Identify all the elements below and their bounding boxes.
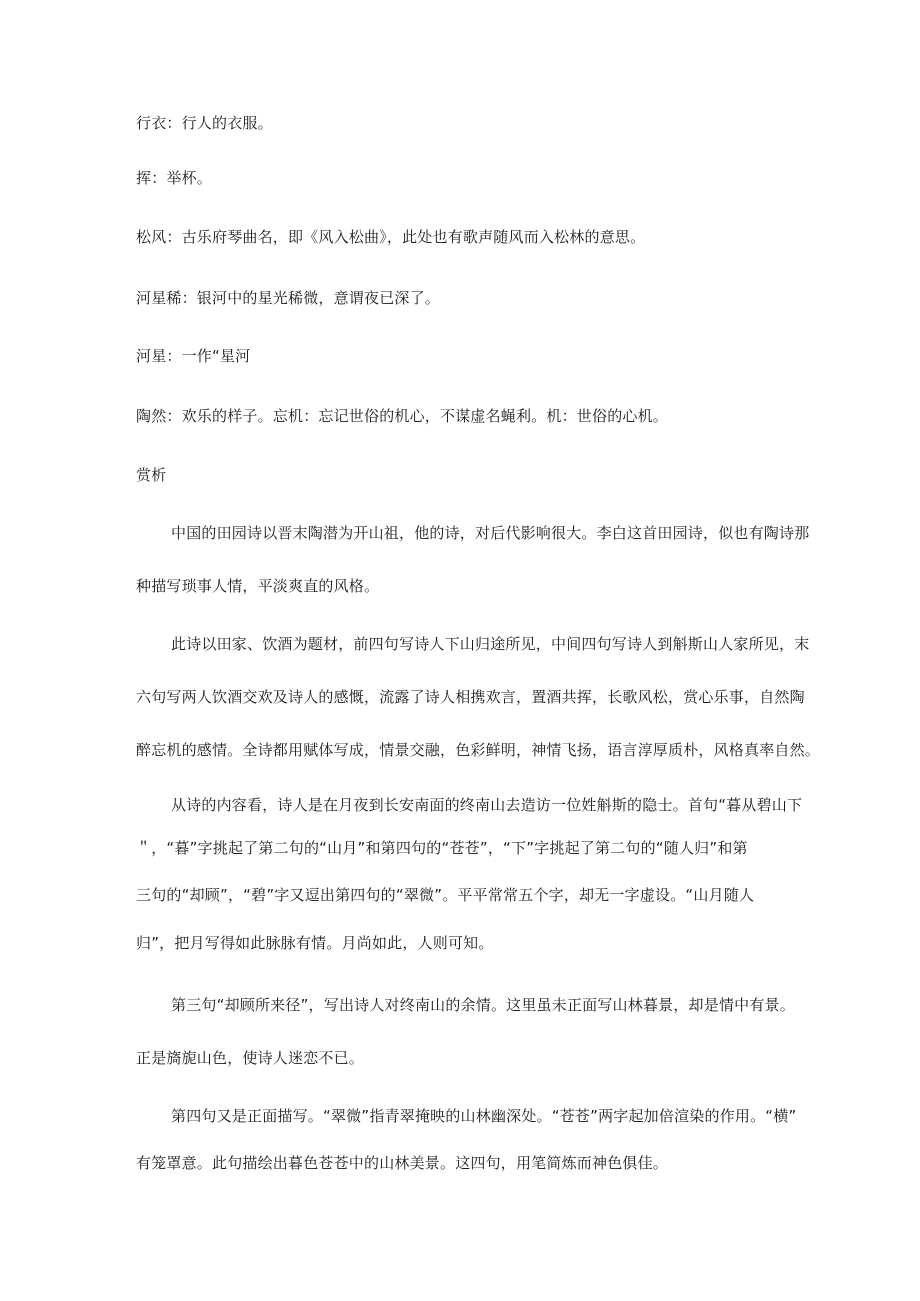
paragraph-line: 正是旖旎山色，使诗人迷恋不已。 bbox=[136, 1049, 365, 1067]
paragraph-line: 第四句又是正面描写。“翠微”指青翠掩映的山林幽深处。“苍苍”两字起加倍渲染的作用。“横” bbox=[171, 1107, 797, 1125]
paragraph-line: 中国的田园诗以晋末陶潜为开山祖，他的诗，对后代影响很大。李白这首田园诗，似也有陶诗那 bbox=[171, 524, 810, 542]
note-line: 陶然：欢乐的样子。忘机：忘记世俗的机心，不谋虚名蝇利。机：世俗的心机。 bbox=[136, 407, 669, 425]
note-line: 松风：古乐府琴曲名，即《风入松曲》，此处也有歌声随风而入松林的意思。 bbox=[136, 228, 646, 246]
note-line: 挥：举杯。 bbox=[136, 169, 213, 187]
note-line: 河星稀：银河中的星光稀微，意谓夜已深了。 bbox=[136, 289, 441, 307]
paragraph-line: 六句写两人饮酒交欢及诗人的感慨，流露了诗人相携欢言，置酒共挥，长歌风松，赏心乐事，自然陶 bbox=[136, 688, 805, 706]
paragraph-line: 有笼罩意。此句描绘出暮色苍苍中的山林美景。这四句，用笔简炼而神色俱佳。 bbox=[136, 1154, 669, 1172]
paragraph-line: 从诗的内容看，诗人是在月夜到长安南面的终南山去造访一位姓斛斯的隐士。首句“暮从碧山下 bbox=[171, 796, 803, 814]
paragraph-line: 种描写琐事人情，平淡爽直的风格。 bbox=[136, 577, 380, 595]
paragraph-line: 醉忘机的感情。全诗都用赋体写成，情景交融，色彩鲜明，神情飞扬，语言淳厚质朴，风格真率自然。 bbox=[136, 741, 821, 759]
paragraph-line: 此诗以田家、饮酒为题材，前四句写诗人下山归途所见，中间四句写诗人到斛斯山人家所见，末 bbox=[171, 635, 810, 653]
paragraph-line: ＂，“暮”字挑起了第二句的“山月”和第四句的“苍苍”，“下”字挑起了第二句的“随人归”和第 bbox=[136, 839, 748, 857]
paragraph-line: 三句的“却顾”，“碧”字又逗出第四句的“翠微”。平平常常五个字，却无一字虚设。“山月随人 bbox=[136, 886, 755, 904]
paragraph-line: 归”，把月写得如此脉脉有情。月尚如此，人则可知。 bbox=[136, 934, 494, 952]
section-title: 赏析 bbox=[136, 466, 167, 484]
paragraph-line: 第三句“却顾所来径”，写出诗人对终南山的余情。这里虽未正面写山林暮景，却是情中有景。 bbox=[171, 996, 795, 1014]
note-line: 行衣：行人的衣服。 bbox=[136, 114, 273, 132]
note-line: 河星：一作“星河 bbox=[136, 347, 251, 365]
